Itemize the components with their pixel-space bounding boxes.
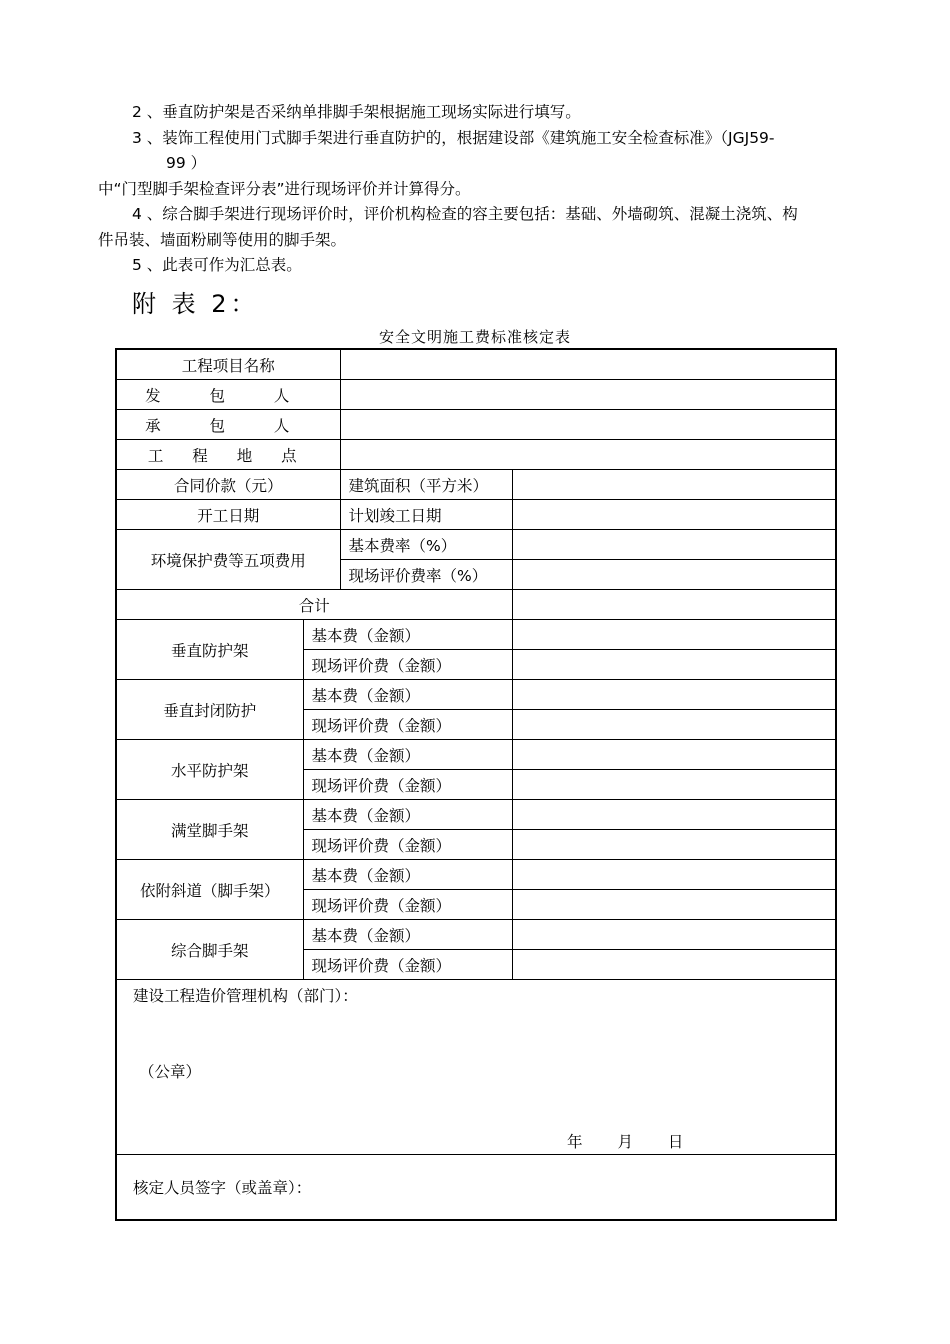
date-year: 年	[567, 1133, 583, 1151]
table-row	[116, 800, 836, 830]
signer-label: 核定人员签字（或盖章）：	[133, 1179, 312, 1197]
group-label: 垂直防护架	[116, 620, 303, 680]
value-cell[interactable]	[512, 890, 836, 920]
table-row	[116, 440, 836, 470]
value-cell[interactable]	[512, 830, 836, 860]
group-label: 依附斜道（脚手架）	[116, 860, 303, 920]
note-item-3-line3: 中“门型脚手架检查评分表”进行现场评价并计算得分。	[98, 179, 471, 198]
label-base-fee: 基本费（金额）	[303, 620, 512, 650]
label-contractor: 承 包 人	[116, 410, 340, 440]
value-cell[interactable]	[512, 950, 836, 980]
note-item-2: 2 、垂直防护架是否采纳单排脚手架根据施工现场实际进行填写。	[132, 103, 581, 121]
label-base-fee: 基本费（金额）	[303, 860, 512, 890]
table-row	[116, 1155, 836, 1221]
label-eval-fee: 现场评价费（金额）	[303, 710, 512, 740]
value-cell[interactable]	[512, 920, 836, 950]
label-eval-rate: 现场评价费率（%）	[340, 560, 512, 590]
table-row	[116, 590, 836, 620]
note-item-4-line2: 件吊装、墙面粉刷等使用的脚手架。	[98, 230, 347, 249]
table-row	[116, 410, 836, 440]
note-item-4-line1: 4 、综合脚手架进行现场评价时，评价机构检查的容主要包括：基础、外墙砌筑、混凝土浇筑、构	[132, 205, 798, 223]
label-project-name: 工程项目名称	[116, 349, 340, 380]
label-base-fee: 基本费（金额）	[303, 680, 512, 710]
value-cell[interactable]	[512, 710, 836, 740]
value-contractor[interactable]	[340, 410, 836, 440]
label-base-rate: 基本费率（%）	[340, 530, 512, 560]
group-label: 垂直封闭防护	[116, 680, 303, 740]
table-row	[116, 530, 836, 560]
label-issuer: 发 包 人	[116, 380, 340, 410]
table-row	[116, 349, 836, 380]
label-eval-fee: 现场评价费（金额）	[303, 830, 512, 860]
group-label: 水平防护架	[116, 740, 303, 800]
table-row	[116, 980, 836, 1155]
table-row	[116, 380, 836, 410]
value-cell[interactable]	[512, 620, 836, 650]
label-planned-end: 计划竣工日期	[340, 500, 512, 530]
value-cell[interactable]	[512, 860, 836, 890]
table-caption: 安全文明施工费标准核定表	[378, 328, 571, 346]
seal-label: （公章）	[139, 1063, 202, 1081]
value-cell[interactable]	[512, 740, 836, 770]
value-base-rate[interactable]	[512, 530, 836, 560]
value-location[interactable]	[340, 440, 836, 470]
date-line	[567, 1130, 713, 1152]
label-total: 合计	[116, 590, 512, 620]
label-eval-fee: 现场评价费（金额）	[303, 650, 512, 680]
appendix-heading: 附 表 2：	[132, 290, 259, 318]
note-item-3-line2: 99 ）	[166, 154, 207, 172]
value-building-area[interactable]	[512, 470, 836, 500]
group-label: 综合脚手架	[116, 920, 303, 980]
value-cell[interactable]	[512, 770, 836, 800]
label-eval-fee: 现场评价费（金额）	[303, 770, 512, 800]
label-eval-fee: 现场评价费（金额）	[303, 950, 512, 980]
table-row	[116, 500, 836, 530]
org-label: 建设工程造价管理机构（部门）：	[133, 987, 358, 1005]
date-month: 月	[617, 1133, 633, 1151]
table-row	[116, 680, 836, 710]
label-contract-price: 合同价款（元）	[116, 470, 340, 500]
value-planned-end[interactable]	[512, 500, 836, 530]
label-base-fee: 基本费（金额）	[303, 740, 512, 770]
fee-assessment-table	[115, 348, 837, 1221]
value-cell[interactable]	[512, 680, 836, 710]
label-start-date: 开工日期	[116, 500, 340, 530]
value-cell[interactable]	[512, 650, 836, 680]
label-eval-fee: 现场评价费（金额）	[303, 890, 512, 920]
value-project-name[interactable]	[340, 349, 836, 380]
notes-section	[98, 100, 854, 279]
value-total[interactable]	[512, 590, 836, 620]
note-item-3-line1: 3 、装饰工程使用门式脚手架进行垂直防护的，根据建设部《建筑施工安全检查标准》（JGJ59-	[132, 128, 775, 147]
value-eval-rate[interactable]	[512, 560, 836, 590]
note-item-5: 5 、此表可作为汇总表。	[132, 256, 302, 274]
value-issuer[interactable]	[340, 380, 836, 410]
table-row	[116, 620, 836, 650]
label-base-fee: 基本费（金额）	[303, 800, 512, 830]
label-location: 工 程 地 点	[116, 440, 340, 470]
signer-cell[interactable]	[116, 1155, 836, 1221]
date-day: 日	[667, 1133, 684, 1151]
label-five-fees: 环境保护费等五项费用	[116, 530, 340, 590]
table-row	[116, 470, 836, 500]
org-approval-cell[interactable]	[116, 980, 836, 1155]
table-row	[116, 920, 836, 950]
table-row	[116, 860, 836, 890]
group-label: 满堂脚手架	[116, 800, 303, 860]
label-building-area: 建筑面积（平方米）	[340, 470, 512, 500]
table-row	[116, 740, 836, 770]
label-base-fee: 基本费（金额）	[303, 920, 512, 950]
value-cell[interactable]	[512, 800, 836, 830]
